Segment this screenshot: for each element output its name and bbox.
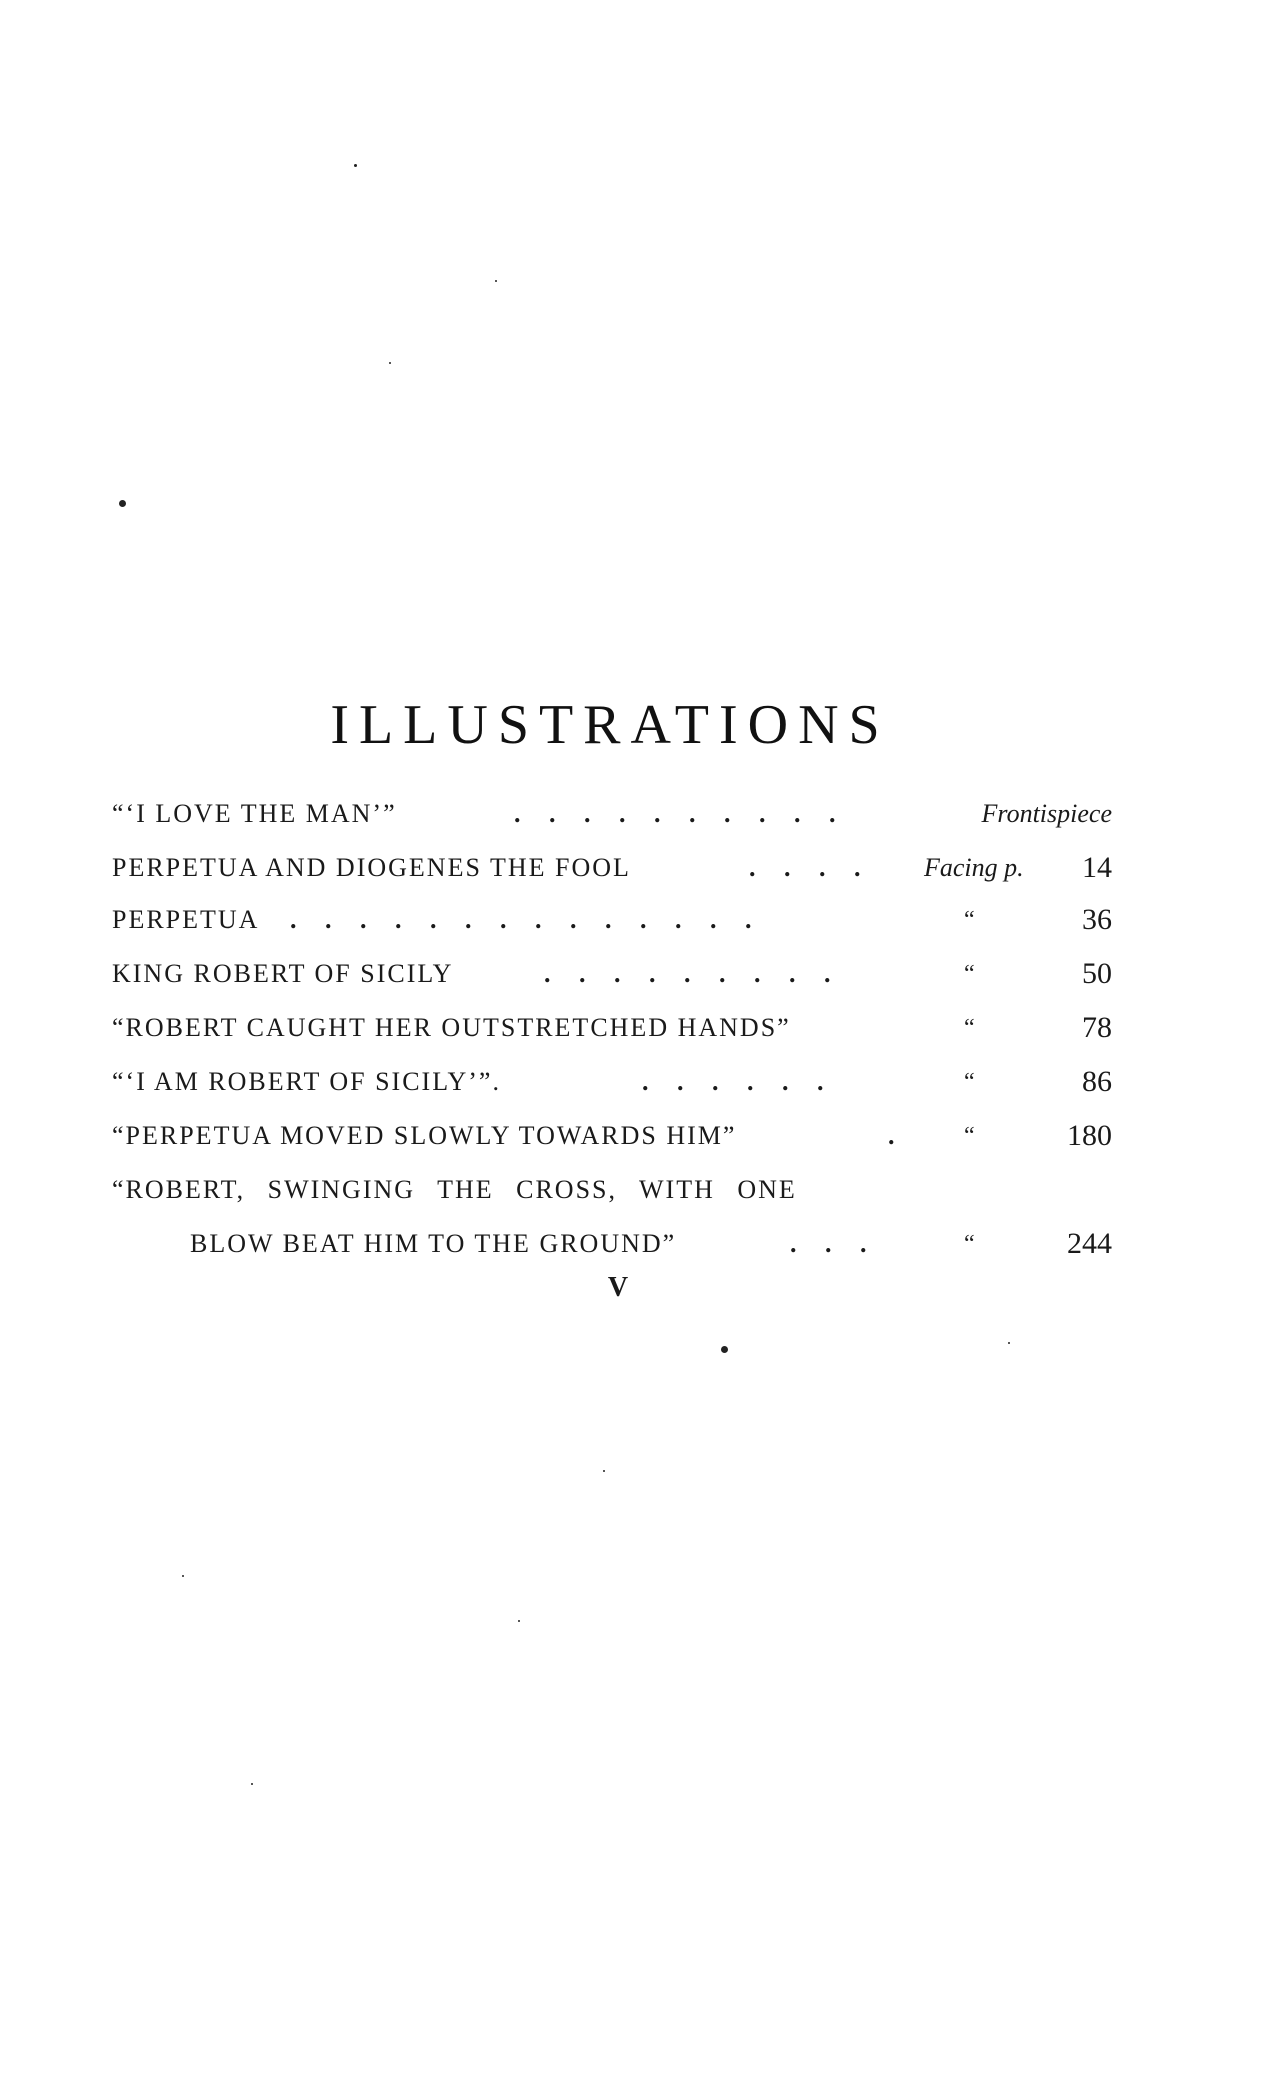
entry-label: “‘I LOVE THE MAN’”: [112, 799, 397, 828]
entry-label: “‘I AM ROBERT OF SICILY’”.: [112, 1067, 501, 1096]
entry-label: “ROBERT, SWINGING THE CROSS, WITH ONE: [112, 1175, 797, 1204]
list-item: [112, 900, 1112, 940]
list-item: [112, 1008, 1112, 1048]
entry-page: 78: [1082, 1011, 1112, 1044]
entry-ref: “: [964, 1231, 975, 1257]
list-item: [112, 1062, 1112, 1102]
entry-ref: “: [964, 1069, 975, 1095]
leader-dots: . . . . . . . . . .: [514, 799, 847, 828]
leader-dots: . . . . . . . . .: [544, 959, 842, 988]
list-item: [112, 848, 1112, 888]
entry-label: “PERPETUA MOVED SLOWLY TOWARDS HIM”: [112, 1121, 737, 1150]
print-speck: [721, 1346, 728, 1353]
leader-dots: .: [888, 1121, 906, 1150]
leader-dots: . . . . . . . . . . . . . .: [290, 905, 763, 934]
print-speck: [251, 1783, 253, 1785]
list-item: [112, 1116, 1112, 1156]
print-speck: [1008, 1342, 1010, 1344]
entry-ref: “: [964, 1123, 975, 1149]
print-speck: [354, 164, 357, 167]
entry-label: BLOW BEAT HIM TO THE GROUND”: [190, 1229, 677, 1258]
print-speck: [518, 1620, 520, 1622]
leader-dots: . . . . . .: [642, 1067, 835, 1096]
entry-page: 86: [1082, 1065, 1112, 1098]
list-item: [112, 954, 1112, 994]
print-speck: [495, 280, 497, 282]
entry-page: 244: [1067, 1227, 1112, 1260]
list-item: [112, 1224, 1112, 1264]
print-speck: [119, 500, 126, 507]
print-speck: [603, 1470, 605, 1472]
entry-label: PERPETUA: [112, 905, 260, 934]
page-title: ILLUSTRATIONS: [330, 693, 890, 756]
entry-page: 180: [1067, 1119, 1112, 1152]
entry-label: PERPETUA AND DIOGENES THE FOOL: [112, 853, 631, 882]
entry-ref: “: [964, 907, 975, 933]
entry-page: 14: [1082, 851, 1112, 884]
entry-label: “ROBERT CAUGHT HER OUTSTRETCHED HANDS”: [112, 1013, 791, 1042]
leader-dots: . . .: [790, 1229, 878, 1258]
entry-ref: “: [964, 1015, 975, 1041]
print-speck: [182, 1575, 184, 1577]
list-item: [112, 794, 1112, 834]
entry-ref: “: [964, 961, 975, 987]
page-number: V: [607, 1272, 629, 1303]
entry-page: 50: [1082, 957, 1112, 990]
entry-ref: Facing p.: [924, 853, 1024, 882]
entry-page: 36: [1082, 903, 1112, 936]
entry-label: KING ROBERT OF SICILY: [112, 959, 454, 988]
list-item: [112, 1170, 1112, 1210]
entry-ref: Frontispiece: [981, 799, 1112, 828]
leader-dots: . . . .: [749, 853, 872, 882]
print-speck: [389, 362, 391, 364]
